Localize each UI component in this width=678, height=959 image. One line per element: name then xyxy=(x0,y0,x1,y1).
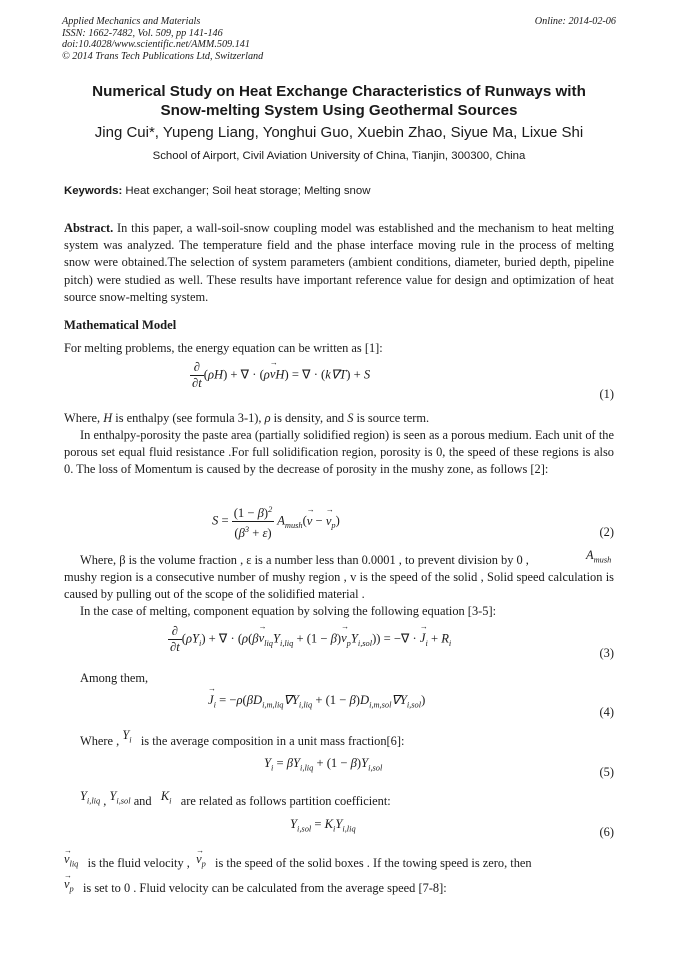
authors: Jing Cui*, Yupeng Liang, Yonghui Guo, Xuebin Zhao, Siyue Ma, Lixue Shi xyxy=(94,124,584,141)
equation-number-2: (2) xyxy=(599,525,614,539)
abstract-label: Abstract. xyxy=(64,221,114,235)
equation-1: $\frac{\partial}{\partial t}$ (ρH) + ∇ · (ρ→ vH) = ∇ · (k∇T) + S xyxy=(190,360,370,391)
equation-3: $\frac{\partial}{\partial t}$ $(\rho Y_i)$ + ∇ · $(\rho(\beta\to v_{liq}Y_{i,liq} + (1 - \beta)\to v_pY_{i,sol}))$ = −∇ · → $J_i + R_i$ xyxy=(168,624,451,655)
journal-header xyxy=(62,16,263,62)
journal-name: Applied Mechanics and Materials xyxy=(62,16,201,27)
paragraph-1: For melting problems, the energy equation can be written as [1]: xyxy=(64,341,383,355)
equation-4: → $J_i = -\rho(\beta D_{i,m,liq}\nabla Y_{i,liq} + (1 - \beta)D_{i,m,sol}\nabla Y_{i,sol})$ xyxy=(208,692,425,710)
paragraph-9b: → $v_p$ is set to 0 . Fluid velocity can be calculated from the average speed [7-8]: xyxy=(64,880,614,902)
paragraph-8: $Y_{i,liq}$ , $Y_{i,sol}$ and $K_i$ are related as follows partition coefficient: xyxy=(80,789,391,808)
equation-6: $Y_{i,sol} = K_iY_{i,liq}$ xyxy=(290,817,356,834)
equation-2: S = $\frac{(1 - \beta)^2}{(\beta^3 + \varepsilon)}$ $A_{mush}(\to v$ − → $v_p$) xyxy=(212,502,340,541)
title-line-1: Numerical Study on Heat Exchange Characteristics of Runways with xyxy=(92,83,586,100)
doi: doi:10.4028/www.scientific.net/AMM.509.141 xyxy=(62,39,250,51)
equation-number-3: (3) xyxy=(599,646,614,660)
paper-title xyxy=(40,82,638,120)
copyright: © 2014 Trans Tech Publications Ltd, Switzerland xyxy=(62,50,264,62)
title-line-2: Snow-melting System Using Geothermal Sources xyxy=(160,102,518,119)
paragraph-7: Where , $Y_i$ is the average composition in a unit mass fraction[6]: xyxy=(80,728,405,748)
equation-5: $Y_i = \beta Y_{i,liq} + (1 - \beta)Y_{i,sol}$ xyxy=(264,756,383,773)
equation-number-6: (6) xyxy=(599,825,614,839)
paragraph-9: → $v_{liq}$ is the fluid velocity , → $v_p$ is the speed of the solid boxes . If the towing speed is zero, then xyxy=(64,855,614,877)
issn: ISSN: 1662-7482, Vol. 509, pp 141-146 xyxy=(62,27,223,39)
paragraph-4b: mushy region is a consecutive number of mushy region , v is the speed of the solid , Solid speed calculation is caused by pulling out of the scope of the solidified material . xyxy=(64,570,614,602)
equation-number-5: (5) xyxy=(599,765,614,779)
paragraph-4: Where, β is the volume fraction , ε is a number less than 0.0001 , to prevent division by 0 , xyxy=(80,553,529,567)
paragraph-6: Among them, xyxy=(80,671,149,685)
a-mush-symbol: $A_{mush}$ xyxy=(586,548,612,565)
section-heading: Mathematical Model xyxy=(64,318,177,332)
equation-number-4: (4) xyxy=(599,705,614,719)
affiliation: School of Airport, Civil Aviation University of China, Tianjin, 300300, China xyxy=(152,150,526,162)
paragraph-2: Where, H is enthalpy (see formula 3-1), ρ is density, and S is source term. xyxy=(64,411,430,425)
keywords xyxy=(64,185,370,197)
paragraph-3: In enthalpy-porosity the paste area (partially solidified region) is seen as a porous medium. Each unit of the porous set equal fluid resistance .For full solidification region, porosity is 0, the speed of these regions is also 0. The loss of Momentum is caused by the decrease of porosity in the mushy zone, as follows [2]: xyxy=(64,428,614,477)
online-date: Online: 2014-02-06 xyxy=(534,16,616,27)
abstract-text: In this paper, a wall-soil-snow coupling model was established and the mechanism to heat melting system was analyzed. The temperature field and the phase interface moving rule in the process of melting snow were obtained.The selection of system parameters (ambient conditions, diameter, buried depth, pipeline pitch) were studied as well. These results have important reference value for design and optimization of heat source snow-melting system. xyxy=(64,221,614,304)
paragraph-5: In the case of melting, component equation by solving the following equation [3-5]: xyxy=(80,604,497,618)
keywords-label: Keywords: xyxy=(64,185,123,197)
equation-number-1: (1) xyxy=(599,387,614,401)
keywords-text: Heat exchanger; Soil heat storage; Melting snow xyxy=(125,185,371,197)
abstract xyxy=(64,220,614,306)
